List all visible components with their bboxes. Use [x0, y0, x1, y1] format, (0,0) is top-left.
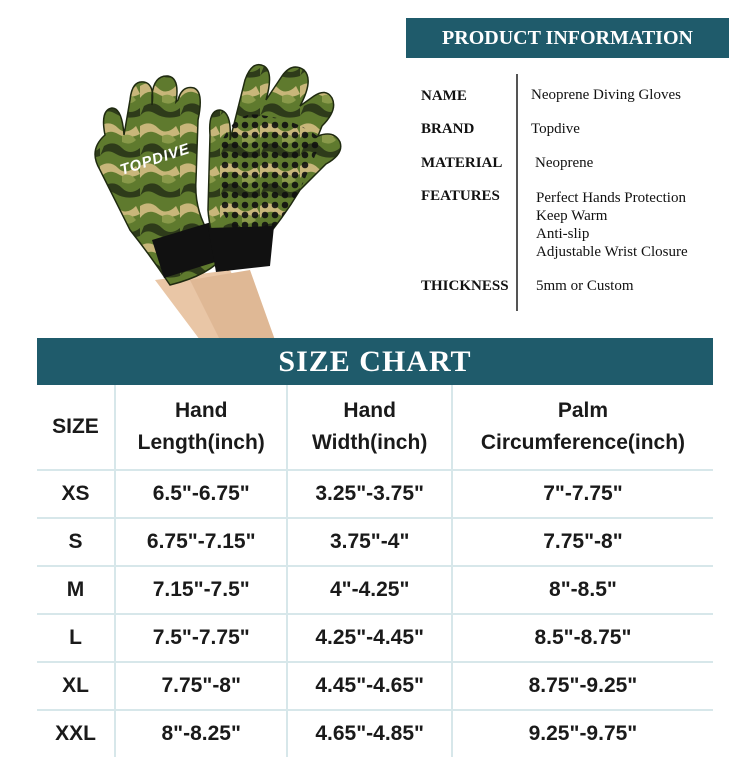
cell-size: XXL — [55, 722, 96, 745]
cell-hand-length: 7.75"-8" — [115, 662, 288, 710]
cell-hand-length: 6.5"-6.75" — [115, 470, 288, 518]
value-name: Neoprene Diving Gloves — [531, 87, 681, 103]
cell-hand-width: 4"-4.25" — [287, 566, 451, 614]
cell-hand-width: 3.25"-3.75" — [287, 470, 451, 518]
label-thickness: THICKNESS — [421, 278, 509, 294]
cell-size: L — [37, 614, 115, 662]
header-hand-width: Hand Width(inch) — [287, 385, 451, 470]
cell-palm-circumference: 8.5"-8.75" — [452, 614, 713, 662]
table-row — [37, 614, 713, 662]
right-glove — [208, 65, 341, 272]
cell-hand-length: 7.5"-7.75" — [115, 614, 288, 662]
feature-item: Perfect Hands Protection — [536, 190, 686, 206]
product-information-banner: PRODUCT INFORMATION — [406, 18, 729, 58]
table-row — [37, 710, 713, 757]
label-name: NAME — [421, 88, 467, 104]
cell-hand-length: 6.75"-7.15" — [115, 518, 288, 566]
table-header-row — [37, 385, 713, 470]
value-brand: Topdive — [531, 121, 580, 137]
cell-hand-length: 7.15"-7.5" — [115, 566, 288, 614]
gloves-illustration — [60, 40, 380, 340]
cell-palm-circumference: 7"-7.75" — [452, 470, 713, 518]
cell-hand-length: 8"-8.25" — [115, 710, 288, 757]
product-image — [60, 40, 380, 340]
cell-hand-width: 4.45"-4.65" — [287, 662, 451, 710]
feature-item: Anti-slip — [536, 226, 590, 242]
cell-size: XL — [37, 662, 115, 710]
header-hand-length: Hand Length(inch) — [115, 385, 288, 470]
info-divider — [516, 74, 518, 311]
brand-mark: TOPDIVE — [117, 140, 193, 179]
size-chart-banner: SIZE CHART — [37, 338, 713, 385]
table-row — [37, 566, 713, 614]
header-size: SIZE — [37, 385, 115, 470]
cell-size: XS — [37, 470, 115, 518]
features-list — [536, 189, 688, 261]
cell-palm-circumference: 8.75"-9.25" — [452, 662, 713, 710]
cell-hand-width: 4.25"-4.45" — [287, 614, 451, 662]
table-row — [37, 518, 713, 566]
feature-item: Keep Warm — [536, 208, 608, 224]
value-material: Neoprene — [535, 155, 594, 171]
label-features: FEATURES — [421, 188, 500, 204]
table-row — [37, 662, 713, 710]
label-material: MATERIAL — [421, 155, 503, 171]
cell-hand-width: 4.65"-4.85" — [287, 710, 451, 757]
table-row — [37, 470, 713, 518]
feature-item: Adjustable Wrist Closure — [536, 244, 688, 260]
size-chart-table — [37, 385, 713, 757]
cell-palm-circumference: 8"-8.5" — [452, 566, 713, 614]
value-thickness: 5mm or Custom — [536, 278, 634, 294]
cell-hand-width: 3.75"-4" — [287, 518, 451, 566]
header-palm-circumference: Palm Circumference(inch) — [452, 385, 713, 470]
label-brand: BRAND — [421, 121, 475, 137]
cell-palm-circumference: 9.25"-9.75" — [452, 710, 713, 757]
cell-size: S — [37, 518, 115, 566]
cell-palm-circumference: 7.75"-8" — [452, 518, 713, 566]
cell-size: M — [37, 566, 115, 614]
